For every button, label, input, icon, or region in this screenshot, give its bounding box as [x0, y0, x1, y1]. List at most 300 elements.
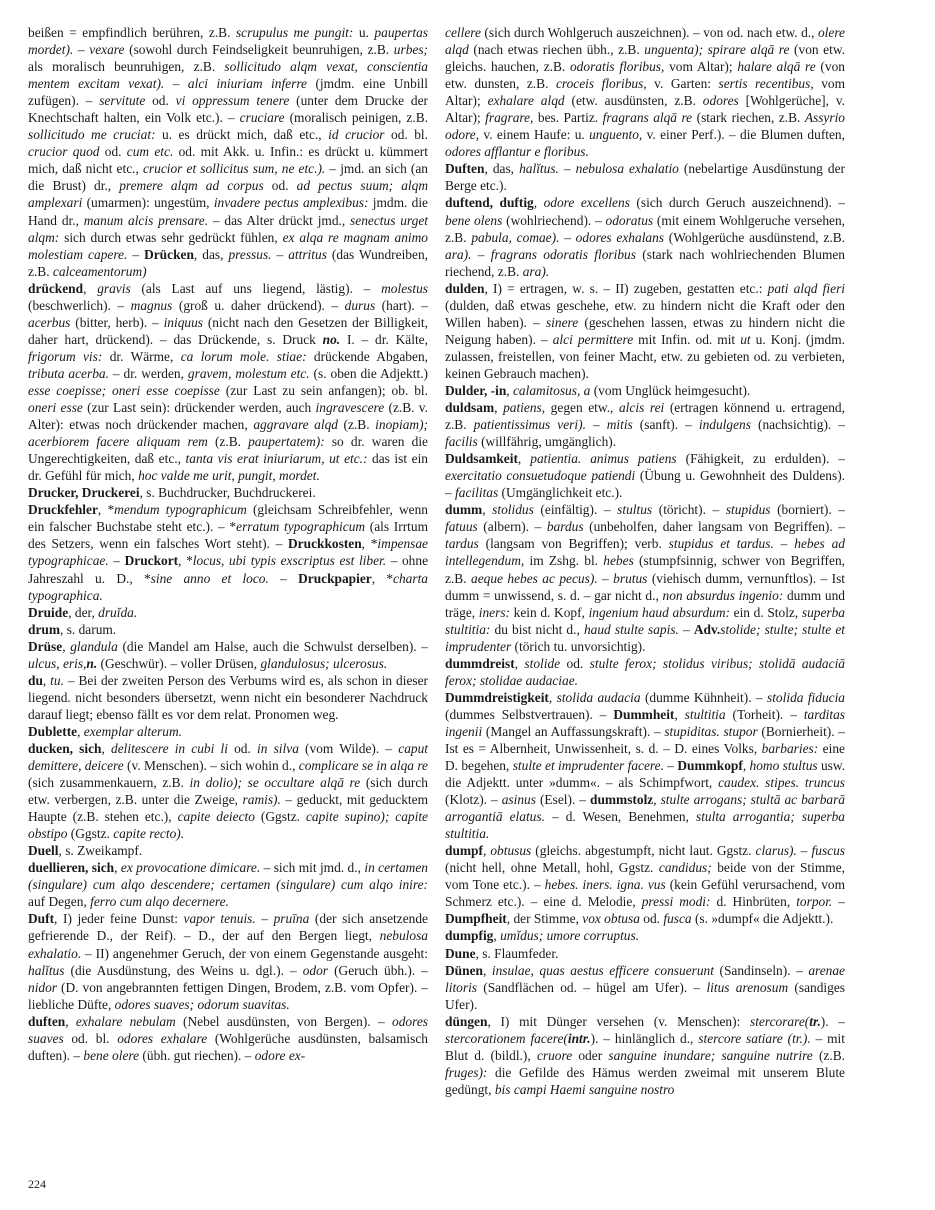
- entry-text: (der sich ansetzende gefrierende D., der Reif). – D., der auf den Bergen liegt,: [28, 911, 428, 944]
- grammar-marker: tr.: [809, 1013, 821, 1029]
- latin-term: fragrare,: [485, 110, 534, 126]
- entry-text: – II) angenehmer Geruch, der von einem Gegenstande ausgeht:: [81, 945, 428, 961]
- entry-text: ,: [514, 655, 525, 671]
- entry-text: (Ggstz.: [67, 826, 114, 842]
- dictionary-entry: [28, 280, 428, 485]
- latin-term: stercorationem facere(: [445, 1030, 568, 1046]
- latin-term: erratum typographicum: [236, 519, 366, 535]
- entry-text: (kein Gefühl verursachend, vom Schmerz etc.). – eine d. Melodie,: [445, 877, 846, 910]
- latin-term: ex alqa re magnam animo molestiam capere.: [28, 229, 428, 262]
- dictionary-entry: [28, 859, 428, 910]
- latin-term: patiens,: [503, 400, 546, 416]
- entry-text: ,: [506, 382, 513, 398]
- latin-term: pressi modi:: [641, 894, 711, 910]
- dictionary-entry: [28, 842, 428, 859]
- entry-text: (s. oben die Adjektt.): [309, 365, 428, 381]
- latin-term: impensae typographicae.: [28, 536, 428, 569]
- entry-text: od. bl.: [63, 1030, 118, 1046]
- latin-term: fruges):: [445, 1064, 488, 1080]
- entry-text: , s. Flaumfeder.: [475, 945, 559, 961]
- entry-text: (stark nach wohlriechenden Blumen riechend, z.B.: [445, 246, 845, 279]
- latin-term: stolide: [524, 655, 561, 671]
- latin-term: iniquus: [163, 314, 204, 330]
- entry-text: ,: [42, 672, 51, 688]
- latin-term: oneri esse: [28, 400, 83, 416]
- entry-text: –: [832, 894, 845, 910]
- entry-text: , das,: [484, 161, 520, 177]
- entry-text: mit Infin. od. mit: [633, 331, 741, 347]
- latin-term: cruciare: [239, 110, 285, 126]
- latin-term: stolidus: [492, 502, 534, 518]
- latin-term: hebes: [603, 553, 634, 569]
- dictionary-entry: [445, 689, 845, 842]
- entry-text: (dumme Kühnheit). –: [640, 689, 767, 705]
- entry-text: , I) jeder feine Dunst:: [54, 911, 184, 927]
- entry-text: vom Altar);: [445, 76, 846, 109]
- latin-term: magnus: [130, 297, 173, 313]
- headword: Duell: [28, 843, 59, 859]
- latin-term: sertis recentibus,: [718, 76, 814, 92]
- latin-term: complicare se in alqa re: [298, 758, 428, 774]
- latin-term: indulgens: [698, 417, 751, 433]
- entry-text: (gleichs. abgestumpft, nicht laut. Ggstz.: [531, 843, 756, 859]
- entry-text: gegen etw.,: [545, 400, 619, 416]
- dictionary-entry: [28, 740, 428, 842]
- latin-term: crucior quod: [28, 144, 100, 160]
- latin-term: bene olere: [83, 1047, 140, 1063]
- entry-text: (einfältig). –: [533, 502, 618, 518]
- dictionary-entry: [28, 1013, 428, 1064]
- entry-text: –: [127, 246, 145, 262]
- latin-term: aggravare alqd: [253, 417, 338, 433]
- entry-text: bes. Partiz.: [533, 110, 603, 126]
- entry-text: (unbeholfen, daher langsam von Begriffen). –: [583, 519, 845, 535]
- latin-term: tu.: [50, 672, 64, 688]
- headword: drückend: [28, 280, 84, 296]
- entry-text: , *: [361, 536, 378, 552]
- latin-term: sinere: [545, 314, 579, 330]
- entry-text: (als Irrtum des Setzers, wenn ein falsches Wort steht). –: [28, 519, 428, 552]
- latin-term: exhalare nebulam: [75, 1013, 176, 1029]
- entry-text: ein d. Stolz,: [730, 604, 802, 620]
- latin-term: delitescere in cubi li: [111, 740, 228, 756]
- latin-term: stulta arrogantia; superba stultitia.: [445, 809, 845, 842]
- latin-term: patientia. animus patiens: [530, 451, 677, 467]
- headword: Dulder, -in: [445, 382, 507, 398]
- latin-term: halare alqā re: [737, 59, 816, 75]
- dictionary-entry: [28, 501, 428, 603]
- latin-term: odore ex-: [254, 1047, 306, 1063]
- entry-text: , der Stimme,: [506, 911, 583, 927]
- entry-text: drückende Abgaben,: [306, 348, 428, 364]
- entry-text: v. einem Haufe: u.: [479, 127, 590, 143]
- latin-term: calceamentorum): [52, 263, 147, 279]
- latin-term: alcis rei: [618, 400, 665, 416]
- entry-text: , der,: [68, 604, 99, 620]
- headword: Dummkopf: [677, 758, 743, 774]
- entry-text: (dummes Selbstvertrauen). –: [445, 706, 614, 722]
- dictionary-entry: [445, 655, 845, 689]
- latin-term: ferro cum alqo decernere.: [90, 894, 229, 910]
- entry-text: ). – hinlänglich d.,: [590, 1030, 699, 1046]
- latin-term: gravis: [97, 280, 131, 296]
- headword: Drucker, Druckerei: [28, 485, 140, 501]
- latin-term: odor: [302, 962, 329, 978]
- entry-text: (s. »dumpf« die Adjektt.).: [691, 911, 834, 927]
- entry-text: (Bornierheit). – Ist es = Albernheit, Unwissenheit, s. d. – D. eines Volks,: [445, 723, 845, 756]
- latin-term: scrupulus me pungit:: [235, 25, 354, 40]
- latin-term: bis campi Haemi sanguine nostro: [494, 1081, 675, 1097]
- entry-text: (vom Wilde). –: [298, 740, 399, 756]
- dictionary-entry: [28, 484, 428, 501]
- entry-text: od. bl.: [384, 127, 428, 143]
- entry-text: (nach etwas riechen übh., z.B.: [468, 42, 645, 58]
- entry-text: (die Ausdünstung, des Weins u. dgl.). –: [64, 962, 303, 978]
- entry-text: ,: [674, 706, 685, 722]
- entry-text: , *: [371, 570, 394, 586]
- headword: du: [28, 672, 43, 688]
- entry-text: (beschwerlich). –: [28, 297, 131, 313]
- entry-text: ,: [494, 400, 504, 416]
- latin-term: stolide; stulte; stulte et imprudenter: [445, 621, 845, 654]
- entry-text: d. Hinbrüten,: [710, 894, 797, 910]
- entry-text: (jmdm. eine Unbill zufügen). –: [28, 76, 428, 109]
- latin-term: stolida audacia: [556, 689, 641, 705]
- headword: ducken, sich: [28, 740, 102, 756]
- entry-text: od.: [560, 655, 590, 671]
- entry-text: (langsam von Begriffen); verb.: [478, 536, 669, 552]
- entry-text: v. Garten:: [646, 76, 719, 92]
- latin-term: aeque hebes ac pecus). – brutus: [471, 570, 648, 586]
- entry-text: (Torheit). –: [725, 706, 804, 722]
- entry-text: (umarmen): ungestüm,: [82, 195, 214, 211]
- latin-term: ingenium haud absurdum:: [588, 604, 730, 620]
- latin-term: bene olens: [445, 212, 503, 228]
- entry-text: ,: [482, 962, 492, 978]
- latin-term: pabula, comae). – odores exhalans: [471, 229, 665, 245]
- latin-term: calamitosus, a: [512, 382, 591, 398]
- headword: dummstolz: [590, 792, 654, 808]
- latin-term: stultitia: [684, 706, 726, 722]
- latin-term: nidor: [28, 979, 58, 995]
- dictionary-entry: [28, 672, 428, 723]
- latin-term: vox obtusa: [582, 911, 640, 927]
- headword: Dumpfheit: [445, 911, 507, 927]
- headword: dumm: [445, 502, 483, 518]
- dictionary-entry: [445, 450, 845, 501]
- latin-term: inopiam); acerbiorem facere aliquam rem: [28, 417, 428, 450]
- latin-term: invadere pectus amplexibus:: [213, 195, 369, 211]
- entry-text: (moralisch peinigen, z.B.: [284, 110, 428, 126]
- entry-text: (wohlriechend). –: [502, 212, 606, 228]
- entry-text: (Übung u. Gewohnheit des Duldens). –: [445, 468, 845, 501]
- entry-text: (sich durch Wohlgeruch auszeichnen). – von od. nach etw. d.,: [480, 25, 818, 40]
- dictionary-entry: [445, 399, 845, 450]
- latin-term: durus: [344, 297, 376, 313]
- headword: Druckpapier: [298, 570, 372, 586]
- entry-text: (von etw. dunsten, z.B.: [445, 59, 845, 92]
- latin-term: candidus;: [658, 860, 712, 876]
- entry-text: – ohne Jahreszahl u. D., *: [28, 553, 429, 586]
- latin-term: patientissimus veri). – mitis: [473, 417, 633, 433]
- entry-text: (sich zusammenkauern, z.B.: [28, 775, 190, 791]
- latin-term: odores suaves; odorum suavitas.: [114, 996, 290, 1012]
- headword: Dummdreistigkeit: [445, 689, 549, 705]
- latin-term: insulae, quas aestus efficere consuerunt: [491, 962, 714, 978]
- dictionary-entry: [445, 501, 845, 654]
- entry-text: (groß u. daher drückend). –: [172, 297, 345, 313]
- entry-text: (Mangel an Auffassungskraft). –: [482, 723, 665, 739]
- entry-text: (gleichsam Schreibfehler, wenn ein falscher Buchstabe steht etc.). – *: [28, 502, 429, 535]
- latin-term: locus, ubi typis exscriptus est liber.: [192, 553, 387, 569]
- latin-term: ut: [740, 331, 751, 347]
- latin-term: sanguine inundare; sanguine nutrire: [608, 1047, 813, 1063]
- entry-text: (stumpfsinnig, schwer von Begriffen, z.B.: [445, 553, 845, 586]
- dictionary-entry: [28, 638, 428, 672]
- entry-text: ,: [742, 758, 750, 774]
- headword: dumpf: [445, 843, 483, 859]
- entry-text: (borniert). –: [770, 502, 846, 518]
- entry-text: (bitter, herb). –: [70, 314, 164, 330]
- page-number: 224: [28, 1177, 46, 1191]
- latin-term: cum etc.: [126, 144, 174, 160]
- entry-text: (Fähigkeit, zu erdulden). –: [676, 451, 845, 467]
- latin-term: halĭtus: [28, 962, 65, 978]
- latin-term: unguento,: [589, 127, 643, 143]
- latin-term: stulte et imprudenter facere.: [512, 758, 664, 774]
- entry-text: ,: [493, 928, 501, 944]
- entry-text: u. Konj. (jmdm. zulassen, freistellen, von feiner Macht, etw. zu gebieten od. zu verbieten, keinen Gebrauch machen).: [445, 331, 845, 381]
- headword: Duft: [28, 911, 55, 927]
- entry-text: – das Alter drückt jmd.,: [208, 212, 351, 228]
- entry-text: ,: [653, 792, 661, 808]
- latin-term: charta typographica.: [28, 570, 429, 603]
- entry-text: (von etw. gleichs. hauchen, z.B.: [445, 42, 845, 75]
- grammar-marker: intr.: [567, 1030, 591, 1046]
- entry-text: , I) mit Dünger versehen (v. Menschen):: [487, 1013, 750, 1029]
- entry-text: (z.B.: [207, 434, 249, 450]
- entry-text: u.: [353, 25, 375, 40]
- entry-text: (vom Unglück heimgesucht).: [590, 382, 751, 398]
- headword: duldsam: [445, 400, 495, 416]
- latin-term: ingravescere: [315, 400, 385, 416]
- dictionary-entry: [28, 621, 428, 638]
- latin-term: barbaries:: [761, 740, 819, 756]
- latin-term: vi oppressum tenere: [175, 93, 290, 109]
- latin-term: ara). – fragrans odoratis floribus: [445, 246, 636, 262]
- entry-text: – mit Blut d. (bildl.),: [445, 1030, 846, 1063]
- latin-term: ex provocatione dimicare.: [120, 860, 261, 876]
- latin-term: odore excellens: [543, 195, 630, 211]
- headword: düngen: [445, 1013, 488, 1029]
- entry-text: (nebelartige Ausdünstung der Berge etc.).: [445, 161, 845, 194]
- latin-term: croceis floribus,: [555, 76, 647, 92]
- entry-text: (z.B.: [812, 1047, 845, 1063]
- latin-term: fragrans alqā re: [602, 110, 693, 126]
- entry-text: (albern). –: [477, 519, 547, 535]
- entry-text: ,: [533, 195, 544, 211]
- entry-text: usw. die Adjektt. unter »dumm«. – als Schimpfwort,: [445, 758, 846, 791]
- latin-term: vapor tenuis. – pruīna: [183, 911, 310, 927]
- latin-term: acerbus: [28, 314, 71, 330]
- latin-term: stupiditas. stupor: [664, 723, 758, 739]
- entry-text: (viehisch dumm, vernunftlos). – Ist dumm = unwissend, s. d. – gar nicht d.,: [445, 570, 846, 603]
- entry-text: – d. Wesen, Benehmen,: [544, 809, 696, 825]
- latin-term: odores exhalare: [117, 1030, 208, 1046]
- dictionary-entry: [28, 24, 428, 280]
- latin-term: glandulosus; ulcerosus.: [260, 655, 388, 671]
- entry-text: ,: [482, 843, 491, 859]
- latin-term: stercore satiare (tr.).: [698, 1030, 811, 1046]
- entry-text: (zur Last zu sein anfangen); ob. bl.: [219, 382, 428, 398]
- entry-text: kein d. Kopf,: [510, 604, 589, 620]
- entry-text: ,: [114, 860, 121, 876]
- latin-term: in certamen (singulare) cum alqo descendere; certamen (singulare) cum alqo inire:: [28, 860, 428, 893]
- entry-text: od.: [263, 178, 297, 194]
- entry-text: (sanft). –: [632, 417, 699, 433]
- dictionary-entry: [445, 280, 845, 382]
- latin-term: tardus: [445, 536, 479, 552]
- dictionary-entry: [28, 604, 428, 621]
- headword: Duldsamkeit: [445, 451, 518, 467]
- entry-text: (ertragen könnend u. ertragend, z.B.: [445, 400, 845, 433]
- entry-text: beißen = empfindlich berühren, z.B.: [28, 25, 236, 40]
- entry-text: vom Altar);: [664, 59, 738, 75]
- headword: dumpfig: [445, 928, 494, 944]
- entry-text: (Nebel ausdünsten, von Bergen). –: [175, 1013, 393, 1029]
- latin-term: ara).: [522, 263, 550, 279]
- headword: Adv.: [693, 621, 721, 637]
- latin-term: sollicitudo me cruciat:: [28, 127, 156, 143]
- entry-text: , *: [178, 553, 193, 569]
- entry-text: du bist nicht d.,: [490, 621, 584, 637]
- latin-term: sollicitudo alqm vexat, conscientia mentem excitam vexat). – alci iniuriam inferre: [28, 59, 428, 92]
- entry-text: – sich mit jmd. d.,: [260, 860, 365, 876]
- latin-term: tributa acerba.: [28, 365, 109, 381]
- headword: dulden: [445, 280, 485, 296]
- headword: dummdreist: [445, 655, 515, 671]
- entry-text: , s. Zweikampf.: [58, 843, 143, 859]
- headword: drum: [28, 621, 60, 637]
- entry-text: – geduckt, mit geducktem Haupte (z.B. stehen etc.),: [28, 792, 428, 825]
- latin-term: servitute: [99, 93, 146, 109]
- headword: Dummheit: [613, 706, 675, 722]
- entry-text: (stark riechen, z.B.: [692, 110, 805, 126]
- headword: Dünen: [445, 962, 483, 978]
- entry-text: (z.B. v. Alter): etwas noch drückender machen,: [28, 400, 428, 433]
- dictionary-entry: [445, 160, 845, 194]
- latin-term: fusca: [663, 911, 692, 927]
- entry-text: v. einer Perf.). – die Blumen duften,: [642, 127, 845, 143]
- entry-text: (sowohl durch Feindseligkeit beunruhigen, z.B.: [124, 42, 394, 58]
- headword: Druckfehler: [28, 502, 98, 518]
- latin-term: mendum typographicum: [114, 502, 247, 518]
- latin-term: molestus: [381, 280, 428, 296]
- latin-term: gravem, molestum etc.: [187, 365, 310, 381]
- latin-term: capite recto).: [113, 826, 185, 842]
- entry-text: (willfährig, umgänglich).: [477, 434, 617, 450]
- dictionary-entry: [445, 962, 845, 1013]
- entry-text: – dr. werden,: [108, 365, 188, 381]
- latin-term: exhalare alqd: [487, 93, 565, 109]
- entry-text: (die Mandel am Halse, auch die Schwulst derselben). –: [117, 638, 428, 654]
- entry-text: dumm und träge,: [445, 587, 845, 620]
- entry-text: (als Last auf uns liegend, lästig). –: [130, 280, 382, 296]
- latin-term: tarditas ingenii: [445, 706, 845, 739]
- latin-term: asinus: [501, 792, 536, 808]
- latin-term: arenae litoris: [445, 962, 845, 995]
- entry-text: , das,: [193, 246, 229, 262]
- dictionary-entry: [445, 945, 845, 962]
- dictionary-entry: [445, 24, 845, 160]
- latin-term: litus arenosum: [706, 979, 789, 995]
- latin-term: iners:: [478, 604, 511, 620]
- entry-text: (mit einem Wohlgeruche versehen, z.B.: [445, 212, 846, 245]
- grammar-marker: n.: [86, 655, 98, 671]
- entry-text: ,: [65, 1013, 76, 1029]
- latin-term: in dolio); se occultare alqā re: [189, 775, 361, 791]
- headword: Drücken: [144, 246, 194, 262]
- entry-text: (törich tu. unvorsichtig).: [511, 638, 646, 654]
- entry-text: od.: [639, 911, 664, 927]
- entry-text: das ist ein dr. Gefühl für mich,: [28, 451, 428, 484]
- entry-text: (Ggstz.: [254, 809, 306, 825]
- latin-term: olere alqd: [445, 25, 845, 58]
- latin-term: capite supino); capite obstipo: [28, 809, 428, 842]
- grammar-marker: no.: [322, 331, 341, 347]
- entry-text: I. – dr. Kälte,: [340, 331, 428, 347]
- latin-term: stercorare(: [749, 1013, 810, 1029]
- latin-term: frigorum vis:: [28, 348, 103, 364]
- latin-term: odoratis floribus,: [569, 59, 665, 75]
- latin-term: caput demittere, deicere: [28, 740, 428, 774]
- dictionary-entry: [28, 723, 428, 740]
- entry-text: od.: [99, 144, 127, 160]
- latin-term: premere alqm ad corpus: [119, 178, 264, 194]
- headword: Dune: [445, 945, 476, 961]
- entry-text: (Esel). –: [535, 792, 590, 808]
- entry-text: (etw. ausdünsten, z.B.: [564, 93, 703, 109]
- entry-text: auf Degen,: [28, 894, 91, 910]
- latin-term: exemplar alterum.: [83, 723, 182, 739]
- latin-term: glandula: [70, 638, 118, 654]
- entry-text: (nicht hell, ohne Metall, hohl, Ggstz.: [445, 860, 659, 876]
- entry-text: ,: [62, 638, 71, 654]
- latin-term: ramis).: [242, 792, 281, 808]
- entry-text: od.: [145, 93, 176, 109]
- entry-text: ). –: [820, 1013, 845, 1029]
- latin-term: odoratus: [605, 212, 654, 228]
- entry-text: (sich durch Geruch auszeichnend). –: [629, 195, 846, 211]
- entry-text: sich durch etwas sehr gedrückt fühlen,: [59, 229, 283, 245]
- latin-term: hoc valde me urit, pungit, mordet.: [138, 468, 320, 484]
- latin-term: paupertatem):: [248, 434, 325, 450]
- entry-text: (hart). –: [375, 297, 428, 313]
- latin-term: odores afflantur e floribus.: [445, 144, 589, 160]
- latin-term: ca lorum mole. stiae:: [180, 348, 307, 364]
- entry-text: (D. von angebrannten fettigen Dingen, Brodem, z.B. vom Opfer). – liebliche Düfte,: [28, 979, 428, 1012]
- latin-term: urbes;: [393, 42, 428, 58]
- right-column: [445, 24, 845, 1098]
- latin-term: pati alqd fieri: [767, 280, 846, 296]
- entry-text: (sandiges Ufer).: [445, 979, 845, 1012]
- entry-text: (nicht nach den Gesetzen der Billigkeit, daher hart, drückend). – das Drückende, s. Druck: [28, 314, 428, 347]
- entry-text: (das Wundreiben, z.B.: [28, 246, 428, 279]
- latin-term: in silva: [257, 740, 299, 756]
- latin-term: homo stultus: [749, 758, 818, 774]
- headword: Drüse: [28, 638, 63, 654]
- entry-text: – Bei der zweiten Person des Verbums wird es, als schon in dieser liegend. nicht besonders übersetzt, wenn nicht ein besonderer Nachdruck darauf liegt; ebenso fällt es vor dem relat. Pronomen weg.: [28, 672, 428, 722]
